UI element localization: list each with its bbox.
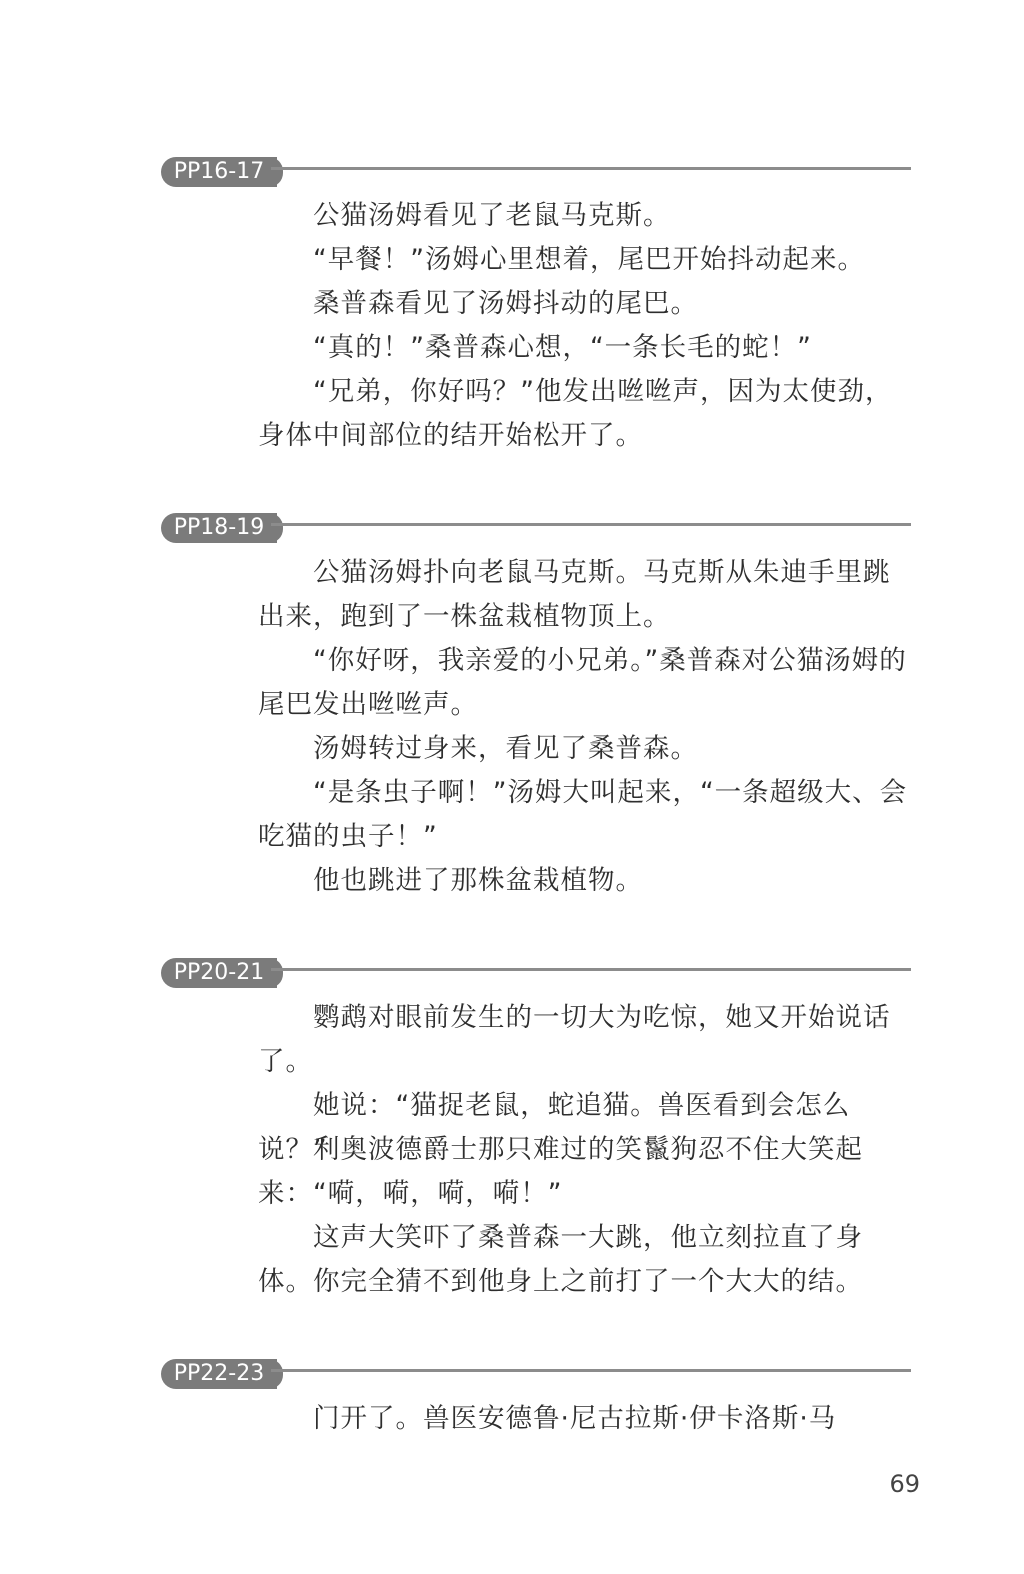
paragraph: 这声大笑吓了桑普森一大跳，他立刻拉直了身体。你完全猜不到他身上之前打了一个大大的结。: [258, 1222, 863, 1297]
paragraph: “早餐！”汤姆心里想着，尾巴开始抖动起来。: [313, 244, 865, 275]
paragraph: 汤姆转过身来，看见了桑普森。: [313, 733, 698, 764]
paragraph: 他也跳进了那株盆栽植物。: [313, 865, 643, 896]
paragraph: 她说：“猫捉老鼠，蛇追猫。兽医看到会怎么说？”: [258, 1090, 851, 1165]
paragraph: “你好呀，我亲爱的小兄弟。”桑普森对公猫汤姆的尾巴发出咝咝声。: [258, 645, 907, 720]
paragraph: 门开了。兽医安德鲁·尼古拉斯·伊卡洛斯·马: [313, 1403, 837, 1434]
section-tag: PP22-23: [161, 1359, 277, 1389]
section-header: [161, 1359, 911, 1389]
section-tag: PP20-21: [161, 958, 277, 988]
section-header: [161, 157, 911, 187]
paragraph: “兄弟，你好吗？”他发出咝咝声，因为太使劲，身体中间部位的结开始松开了。: [258, 376, 893, 451]
paragraph: 公猫汤姆看见了老鼠马克斯。: [313, 200, 671, 231]
section-tag: PP16-17: [161, 157, 277, 187]
paragraph: 利奥波德爵士那只难过的笑鬣狗忍不住大笑起来：“嗬，嗬，嗬，嗬！”: [258, 1134, 863, 1209]
section-header: [161, 958, 911, 988]
paragraph: 公猫汤姆扑向老鼠马克斯。马克斯从朱迪手里跳出来，跑到了一株盆栽植物顶上。: [258, 557, 891, 632]
paragraph: 鹦鹉对眼前发生的一切大为吃惊，她又开始说话了。: [258, 1002, 891, 1077]
paragraph: 桑普森看见了汤姆抖动的尾巴。: [313, 288, 698, 319]
section-rule: [271, 167, 911, 170]
section-header: [161, 513, 911, 543]
section-rule: [271, 523, 911, 526]
section-rule: [271, 1369, 911, 1372]
page-number: 69: [889, 1470, 920, 1498]
paragraph: “是条虫子啊！”汤姆大叫起来，“一条超级大、会吃猫的虫子！”: [258, 777, 908, 852]
paragraph: “真的！”桑普森心想，“一条长毛的蛇！”: [313, 332, 812, 363]
section-tag: PP18-19: [161, 513, 277, 543]
section-rule: [271, 968, 911, 971]
